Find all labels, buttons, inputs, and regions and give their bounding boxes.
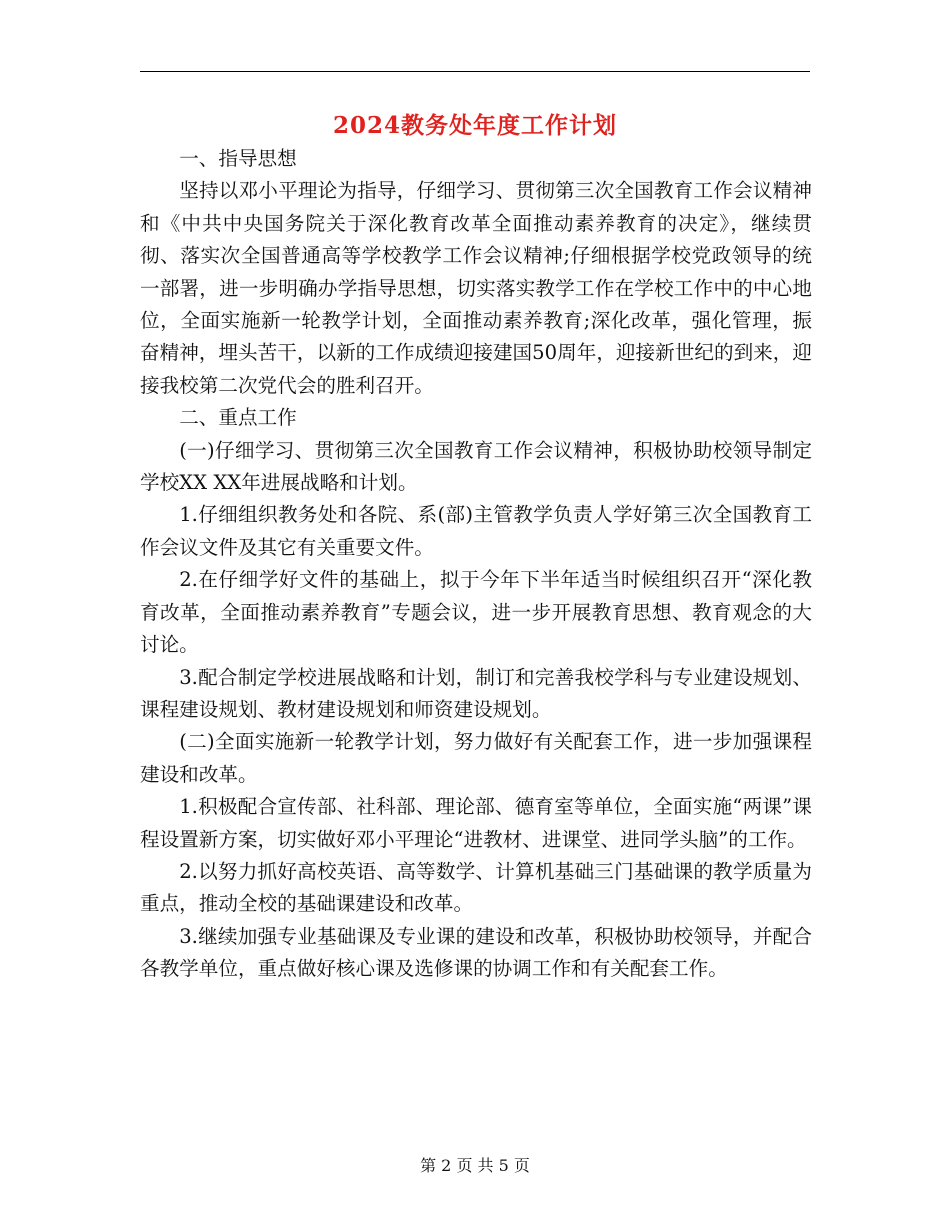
document-body bbox=[140, 143, 812, 986]
header-rule bbox=[140, 71, 810, 72]
section-heading-key-work: 二、重点工作 bbox=[179, 406, 297, 430]
list-item: 3.配合制定学校进展战略和计划，制订和完善我校学科与专业建设规划、课程建设规划、教材建设规划和师资建设规划。 bbox=[140, 665, 812, 721]
section-heading-guiding-ideology: 一、指导思想 bbox=[179, 147, 297, 170]
list-item: 2.在仔细学好文件的基础上，拟于今年下半年适当时候组织召开“深化教育改革，全面推动素养教育”专题会议，进一步开展教育思想、教育观念的大讨论。 bbox=[140, 568, 812, 657]
list-item: 1.仔细组织教务处和各院、系(部)主管教学负责人学好第三次全国教育工作会议文件及其它有关重要文件。 bbox=[140, 503, 812, 559]
list-item: 3.继续加强专业基础课及专业课的建设和改革，积极协助校领导，并配合各教学单位，重点做好核心课及选修课的协调工作和有关配套工作。 bbox=[140, 924, 812, 981]
subsection-heading: (二)全面实施新一轮教学计划，努力做好有关配套工作，进一步加强课程建设和改革。 bbox=[140, 730, 812, 786]
document-title: 2024教务处年度工作计划 bbox=[332, 112, 617, 139]
list-item: 1.积极配合宣传部、社科部、理论部、德育室等单位，全面实施“两课”课程设置新方案，切实做好邓小平理论“进教材、进课堂、进同学头脑”的工作。 bbox=[140, 795, 812, 851]
page-number-footer: 第 2 页 共 5 页 bbox=[420, 1156, 530, 1175]
body-paragraph: 坚持以邓小平理论为指导，仔细学习、贯彻第三次全国教育工作会议精神和《中共中央国务院关于深化教育改革全面推动素养教育的决定》，继续贯彻、落实次全国普通高等学校教学工作会议精神;仔细根据学校党政领导的统一部署，进一步明确办学指导思想，切实落实教学工作在学校工作中的中心地位，全面实施新一轮教学计划，全面推动素养教育;深化改革，强化管理，振奋精神，埋头苦干，以新的工作成绩迎接建国50周年，迎接新世纪的到来，迎接我校第二次党代会的胜利召开。 bbox=[140, 179, 812, 397]
subsection-heading: (一)仔细学习、贯彻第三次全国教育工作会议精神，积极协助校领导制定学校XX XX年进展战略和计划。 bbox=[140, 438, 812, 495]
list-item: 2.以努力抓好高校英语、高等数学、计算机基础三门基础课的教学质量为重点，推动全校的基础课建设和改革。 bbox=[140, 859, 812, 916]
